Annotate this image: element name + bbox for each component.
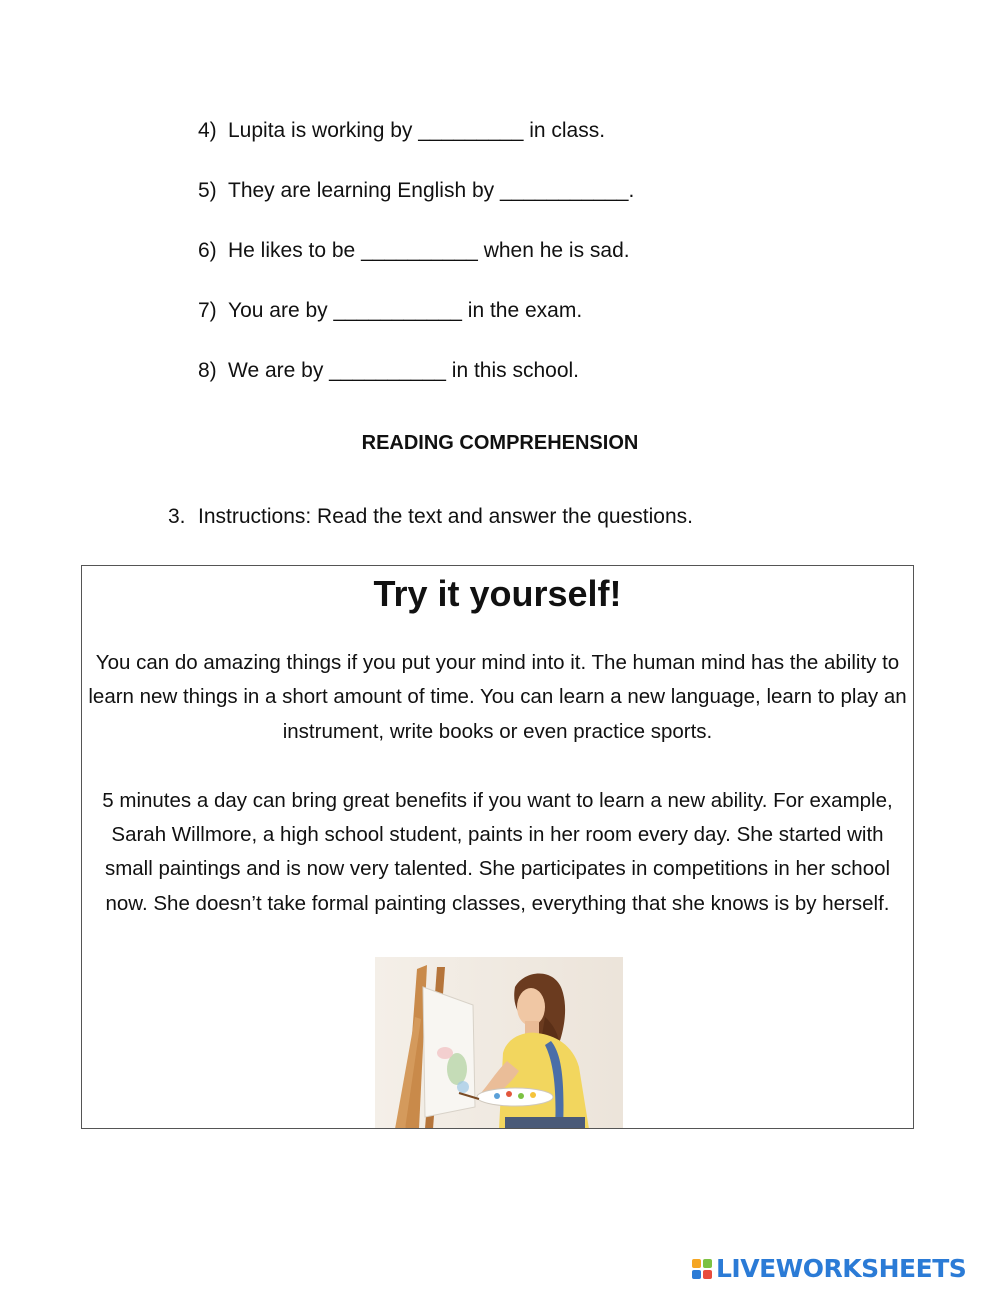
question-text: You are by ___________ in the exam. [228, 299, 583, 322]
reading-paragraph-2: 5 minutes a day can bring great benefits if you want to learn a new ability. For example, Sarah Willmore, a high school student, paints in her room every day. She started with small paintings and is now very talented. She participates in competitions in her school now. She doesn’t take formal painting classes, everything that she knows is by herself. [102, 788, 893, 915]
question-text: Lupita is working by _________ in class. [228, 119, 606, 142]
question-item [198, 112, 634, 172]
logo-mark-icon [692, 1259, 712, 1279]
question-number: 5) [198, 179, 217, 202]
question-number: 6) [198, 239, 217, 262]
reading-passage-box [81, 565, 914, 1129]
question-item [198, 292, 634, 352]
question-number: 4) [198, 119, 217, 142]
logo-square [703, 1259, 712, 1268]
instructions-number: 3. [168, 505, 186, 528]
logo-wordmark: LIVEWORKSHEETS [716, 1254, 967, 1283]
section-heading: READING COMPREHENSION [361, 432, 639, 454]
logo-square [703, 1270, 712, 1279]
instructions [168, 502, 693, 532]
logo-square [692, 1259, 701, 1268]
logo-square [692, 1270, 701, 1279]
reading-title: Try it yourself! [373, 573, 622, 614]
question-text: We are by __________ in this school. [228, 359, 580, 382]
question-item [198, 232, 634, 292]
reading-text [82, 646, 913, 921]
reading-paragraph-1: You can do amazing things if you put your mind into it. The human mind has the ability to learn new things in a short amount of time. You can learn a new language, learn to play an instrument, write books or even practice sports. [88, 651, 907, 743]
question-text: He likes to be __________ when he is sad. [228, 239, 630, 262]
question-item [198, 352, 634, 412]
liveworksheets-logo [692, 1252, 966, 1286]
question-number: 7) [198, 299, 217, 322]
question-item [198, 172, 634, 232]
girl-painting-image [375, 957, 623, 1129]
question-list [198, 112, 634, 412]
question-number: 8) [198, 359, 217, 382]
instructions-text: Instructions: Read the text and answer the questions. [198, 505, 693, 528]
question-text: They are learning English by ___________. [228, 179, 635, 202]
